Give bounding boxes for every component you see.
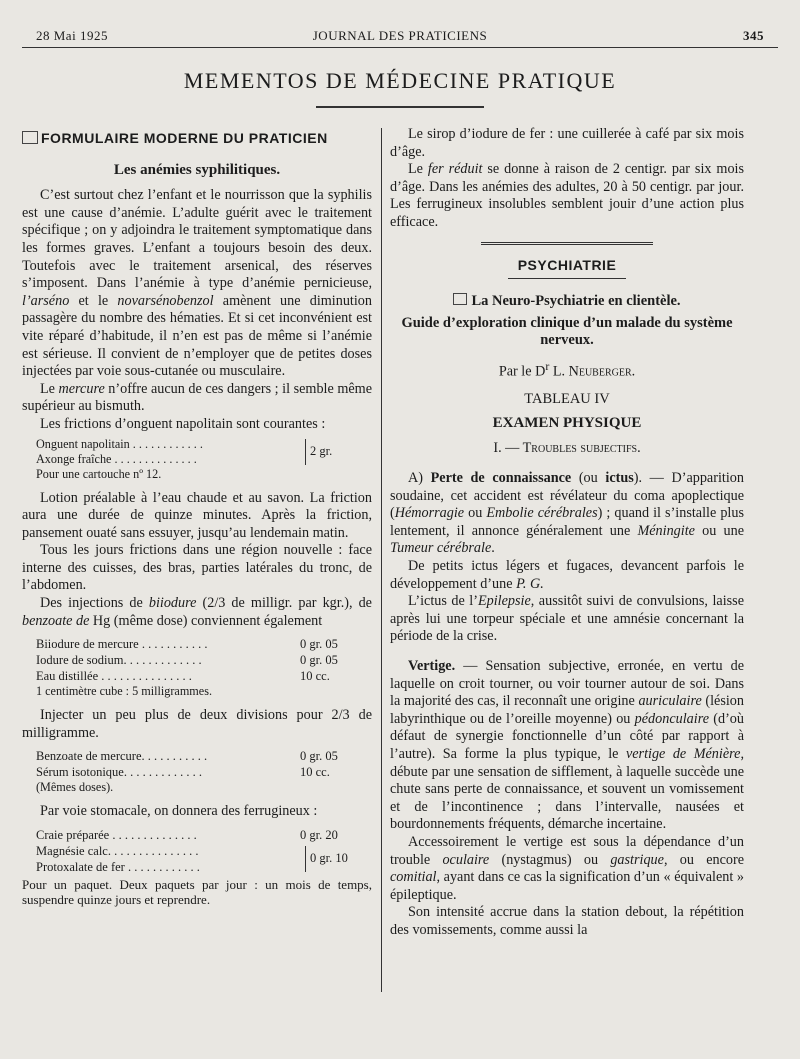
section-heading-psychiatrie: PSYCHIATRIE: [517, 256, 617, 273]
paragraph: A) Perte de connaissance (ou ictus). — D’apparition soudaine, cet accident est révélateur du coma apoplectique (Hémorragie ou Embolie cérébrales) ; quand il s’installe plus lentement, il annonce généralement une Méningite ou une Tumeur cérébrale.: [390, 470, 744, 557]
article-heading: La Neuro-Psychiatrie en clientèle.: [390, 293, 744, 311]
section-rule: [508, 278, 626, 279]
rx-row: Biiodure de mercure . . . . . . . . . . . 0 gr. 05: [36, 637, 338, 652]
rx-quantity: 0 gr. 10: [305, 846, 372, 872]
ornament-icon: [453, 293, 467, 305]
column-divider: [381, 128, 382, 992]
running-header: [36, 28, 764, 48]
paragraph: Accessoirement le vertige est sous la dépendance d’un trouble oculaire (nystagmus) ou gastrique, ou encore comitial, ayant dans ce cas la signification d’un « équivalent » épileptique.: [390, 833, 744, 903]
article-subtitle: Les anémies syphilitiques.: [113, 161, 281, 178]
header-page-number: 345: [743, 28, 764, 43]
header-journal: JOURNAL DES PRATICIENS: [312, 28, 488, 43]
tableau-label: TABLEAU IV: [524, 391, 610, 408]
title-rule: [316, 106, 484, 108]
author-line: Par le $D^r$ L. Neuberger.: [498, 358, 636, 380]
rx-note: (Mêmes doses).: [36, 780, 114, 795]
paragraph: Des injections de biiodure (2/3 de milligr. par kgr.), de benzoate de Hg (même dose) conviennent également: [22, 595, 372, 629]
ornament-icon: [22, 131, 38, 144]
rx-item: Axonge fraîche . . . . . . . . . . . . . .: [36, 451, 197, 466]
rx-item: Onguent napolitain . . . . . . . . . . . .: [36, 436, 203, 451]
rx-row: Iodure de sodium. . . . . . . . . . . . . 0 gr. 05: [36, 653, 338, 668]
paragraph: Le fer réduit se donne à raison de 2 centigr. par six mois d’âge. Dans les anémies des adultes, 20 à 50 centigr. par jour. Les ferrugineux insolubles semblent jouir d’une action plus efficace.: [390, 161, 744, 230]
header-date: 28 Mai 1925: [36, 28, 108, 43]
paragraph: Injecter un peu plus de deux divisions pour 2/3 de milligramme.: [22, 707, 372, 741]
right-column: [390, 126, 744, 939]
rx-row: Eau distillée . . . . . . . . . . . . . . . 10 cc.: [36, 669, 330, 684]
paragraph: Tous les jours frictions dans une région nouvelle : face interne des cuisses, des bras, parties latérales du tronc, de l’abdomen.: [22, 542, 372, 594]
section-heading-formulaire: FORMULAIRE MODERNE DU PRATICIEN: [22, 130, 372, 148]
paragraph: L’ictus de l’Epilepsie, aussitôt suivi de convulsions, laisse après lui une torpeur spéciale et une amnésie concernant la période de la crise.: [390, 593, 744, 645]
exam-heading: EXAMEN PHYSIQUE: [492, 414, 642, 431]
rx-row: Benzoate de mercure. . . . . . . . . . . 0 gr. 05: [36, 749, 338, 764]
paragraph: Lotion préalable à l’eau chaude et au savon. La friction aura une durée de quinze minutes. Après la friction, pansement ouaté sans essuyer, jusqu’au lendemain matin.: [22, 489, 372, 541]
prescription-2: [22, 636, 372, 699]
paragraph: Le sirop d’iodure de fer : une cuillerée à café par six mois d’âge.: [390, 126, 744, 160]
rx-note: Pour un paquet. Deux paquets par jour : un mois de temps, suspendre quinze jours et reprendre.: [22, 877, 372, 908]
double-rule: [481, 242, 653, 245]
paragraph: Le mercure n’offre aucun de ces dangers ; il semble même supérieur au bismuth.: [22, 380, 372, 415]
article-subheading: Guide d’exploration clinique d’un malade du système nerveux.: [401, 314, 733, 349]
prescription-3: [22, 748, 372, 795]
rx-note: 1 centimètre cube : 5 milligrammes.: [36, 684, 212, 699]
paragraph: De petits ictus légers et fugaces, devancent parfois le développement d’une P. G.: [390, 558, 744, 592]
paragraph: C’est surtout chez l’enfant et le nourrisson que la syphilis est une cause d’anémie. L’adulte guérit avec le traitement spécifique ; on y adjoindra le traitement symptomatique dans les formes graves. L’enfant a toujours besoin des deux. Toutefois avec le traitement arsenical, des réserves s’imposent. Dans l’anémie à type d’anémie pernicieuse, l’arséno et le novarsénobenzol amènent une diminution passagère du nombre des hématies. Et si cet inconvénient est vite réparé d’habitude, il n’en est pas de même si l’anémie est sérieuse. Il convient de n’employer que de petites doses injectées par voie sous-cutanée ou musculaire.: [22, 187, 372, 380]
rx-row: Sérum isotonique. . . . . . . . . . . . . 10 cc.: [36, 765, 330, 780]
paragraph: Les frictions d’onguent napolitain sont courantes :: [40, 415, 326, 432]
paragraph: Par voie stomacale, on donnera des ferrugineux :: [40, 803, 318, 820]
rx-row: Protoxalate de fer . . . . . . . . . . . .: [36, 860, 200, 875]
prescription-1: [22, 437, 372, 467]
rx-note: Pour une cartouche nº 12.: [36, 466, 162, 481]
header-rule: [22, 47, 778, 48]
rx-row: Craie préparée . . . . . . . . . . . . . . 0 gr. 20: [36, 828, 338, 843]
rx-quantity: 2 gr.: [305, 439, 372, 465]
subsection-heading: I. — Troubles subjectifs.: [493, 440, 641, 457]
paragraph: Vertige. — Sensation subjective, erronée, en vertu de laquelle on croit tourner, ou voir tourner autour de soi. Dans la majorité des cas, il reconnaît une origine auriculaire (lésion labyrinthique ou de l’oreille moyenne) ou pédonculaire (d’où défaut de synergie fonctionnelle d’un côté par rapport à l’autre). Sa forme la plus typique, le vertige de Ménière, débute par une sensation de sifflement, à laquelle succède une chute sans perte de connaissance, et souvent un vomissement et de l’incontinence ; dans l’intervalle, nausées et bourdonnements fréquents, démarche incertaine.: [390, 657, 744, 833]
paragraph: Son intensité accrue dans la station debout, la répétition des vomissements, comme aussi la: [390, 904, 744, 938]
page-title: MEMENTOS DE MÉDECINE PRATIQUE: [183, 68, 617, 93]
rx-row: Magnésie calc. . . . . . . . . . . . . . .: [36, 844, 199, 859]
prescription-4: [22, 827, 372, 875]
left-column: [22, 126, 372, 907]
